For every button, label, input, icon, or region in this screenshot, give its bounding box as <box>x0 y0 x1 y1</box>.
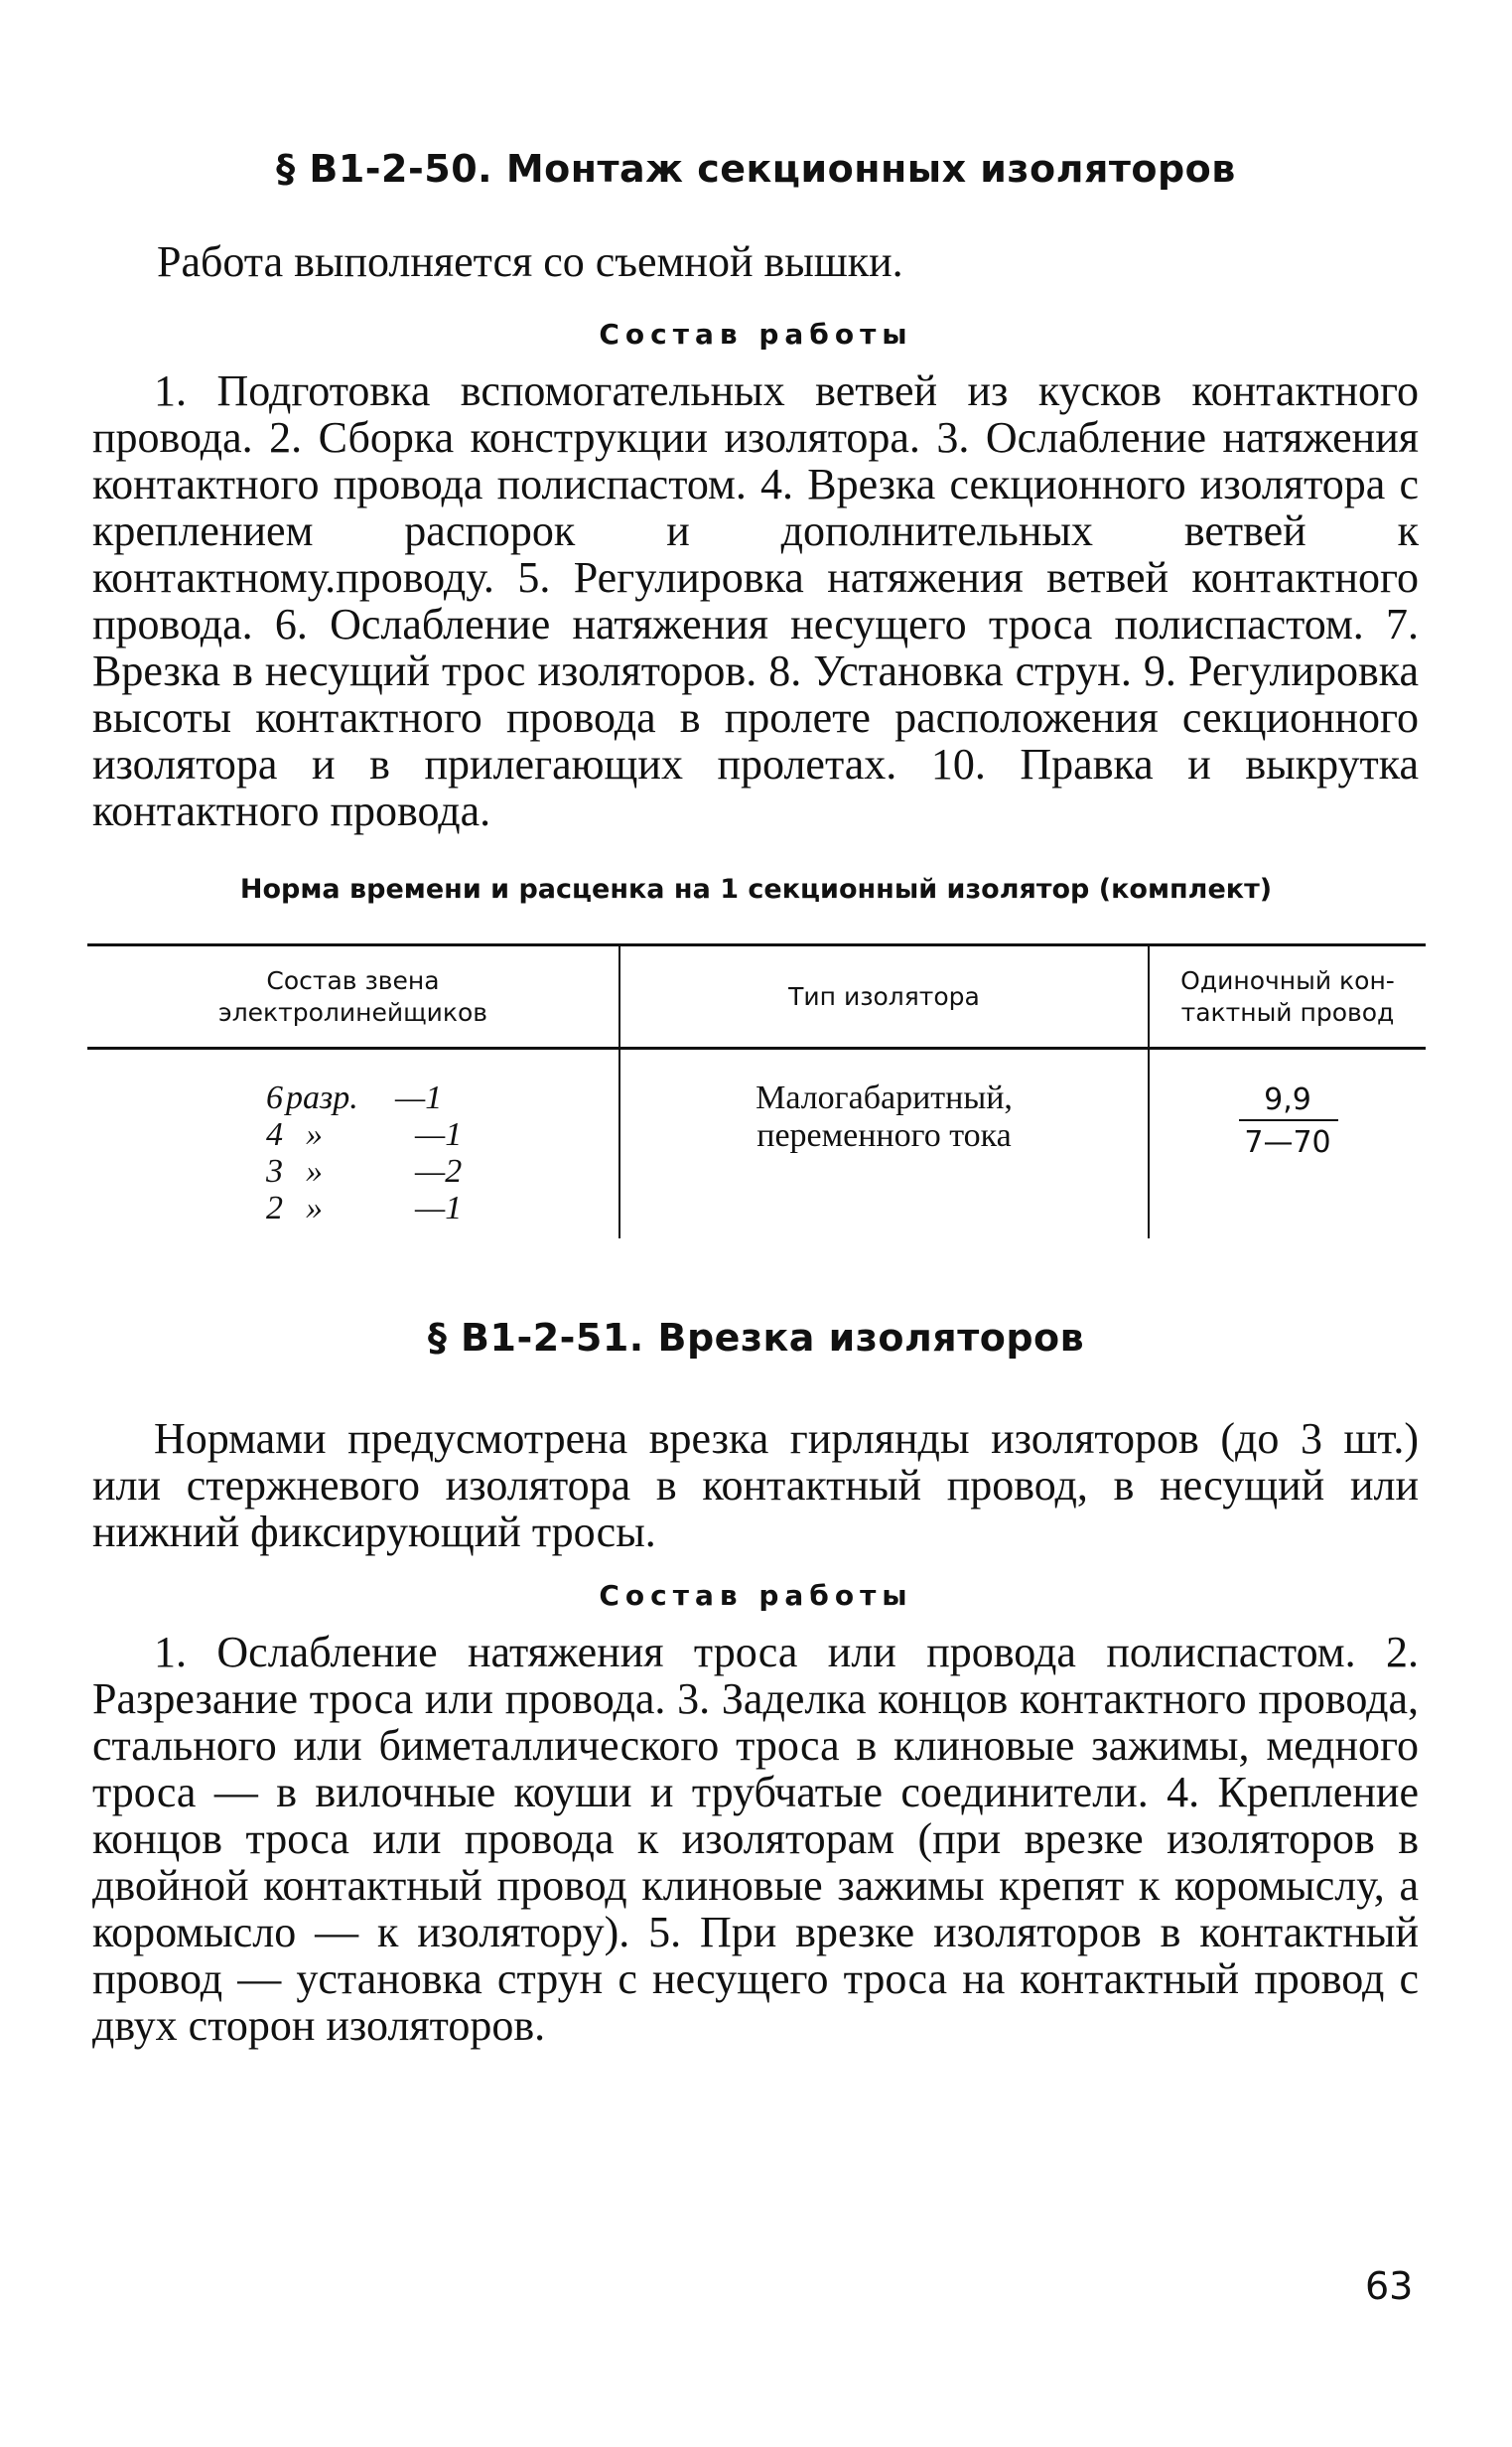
header-single-line-1: Одиночный кон- <box>1180 966 1395 995</box>
crew-count: 1 <box>445 1116 463 1153</box>
section-2-title: § В1-2-51. Врезка изоляторов <box>427 1316 1085 1360</box>
crew-grade: 6 <box>266 1080 283 1116</box>
crew-dash: — <box>415 1153 446 1190</box>
table-top-rule <box>87 943 1426 946</box>
section-2-intro: Нормами предусмотрена врезка гирлянды изоляторов (до 3 шт.) или стержневого изолятора в контактный провод, в несущий или нижний фиксирующий тросы. <box>92 1414 1419 1556</box>
section-2-work-text: 1. Ослабление натяжения троса или провода полиспастом. 2. Разрезание троса или провода. 3. Заделка концов контактного провода, стального или биметаллического троса в клиновые зажимы, медного троса — в вилочные коуши и трубчатые соединители. 4. Крепление концов троса или провода к изоляторам (при врезке изоляторов в двойной контактный провод клиновые зажимы крепят к коромыслу, а коромысло — к изолятору). 5. При врезке изоляторов в контактный провод — установка струн с несущего троса на контактный провод с двух сторон изоляторов. <box>92 1628 1419 2050</box>
crew-count: 1 <box>445 1190 463 1226</box>
norm-time: 9,9 <box>1264 1082 1311 1117</box>
section-2-work-heading: Состав работы <box>599 1579 913 1612</box>
insulator-type <box>620 1080 1148 1155</box>
crew-dash: — <box>415 1190 446 1226</box>
page-number: 63 <box>1365 2264 1414 2308</box>
insulator-type-line-2: переменного тока <box>756 1117 1012 1154</box>
header-crew-line-2: электролинейщиков <box>217 998 488 1027</box>
crew-row <box>266 1153 594 1190</box>
crew-row <box>266 1080 594 1116</box>
crew-unit: » <box>306 1190 323 1226</box>
crew-dash: — <box>395 1080 426 1116</box>
crew-row <box>266 1190 594 1226</box>
table-caption: Норма времени и расценка на 1 секционный изолятор (комплект) <box>239 874 1273 905</box>
rate: 7—70 <box>1244 1125 1331 1160</box>
crew-count: 1 <box>425 1080 443 1116</box>
header-crew <box>87 965 619 1029</box>
crew-grade: 4 <box>266 1116 283 1153</box>
section-1-work-heading: Состав работы <box>599 318 913 351</box>
crew-grade: 3 <box>266 1153 283 1190</box>
table-header-rule <box>87 1047 1426 1050</box>
crew-unit: » <box>306 1153 323 1190</box>
header-single-line-2: тактный провод <box>1180 998 1395 1027</box>
crew-count: 2 <box>445 1153 463 1190</box>
crew-unit: » <box>306 1116 323 1153</box>
fraction-bar <box>1239 1119 1338 1121</box>
crew-unit: разр. <box>286 1080 358 1116</box>
crew-list <box>266 1080 594 1226</box>
insulator-type-line-1: Малогабаритный, <box>756 1080 1013 1116</box>
header-single-wire <box>1150 965 1426 1029</box>
section-1-intro: Работа выполняется со съемной вышки. <box>157 237 903 286</box>
header-crew-line-1: Состав звена <box>266 966 440 995</box>
header-type: Тип изолятора <box>788 982 980 1011</box>
crew-dash: — <box>415 1116 446 1153</box>
crew-grade: 2 <box>266 1190 283 1226</box>
crew-row <box>266 1116 594 1153</box>
section-1-title: § В1-2-50. Монтаж секционных изоляторов <box>276 147 1236 191</box>
section-1-work-text: 1. Подготовка вспомогательных ветвей из кусков контактного провода. 2. Сборка конструкции изолятора. 3. Ослабление натяжения контактного провода полиспастом. 4. Врезка секционного изолятора с креплением распорок и дополнительных ветвей к контактному.проводу. 5. Регулировка натяжения ветвей контактного провода. 6. Ослабление натяжения несущего троса полиспастом. 7. Врезка в несущий трос изоляторов. 8. Установка струн. 9. Регулировка высоты контактного провода в пролете расположения секционного изолятора и в прилегающих пролетах. 10. Правка и выкрутка контактного провода. <box>92 366 1419 835</box>
